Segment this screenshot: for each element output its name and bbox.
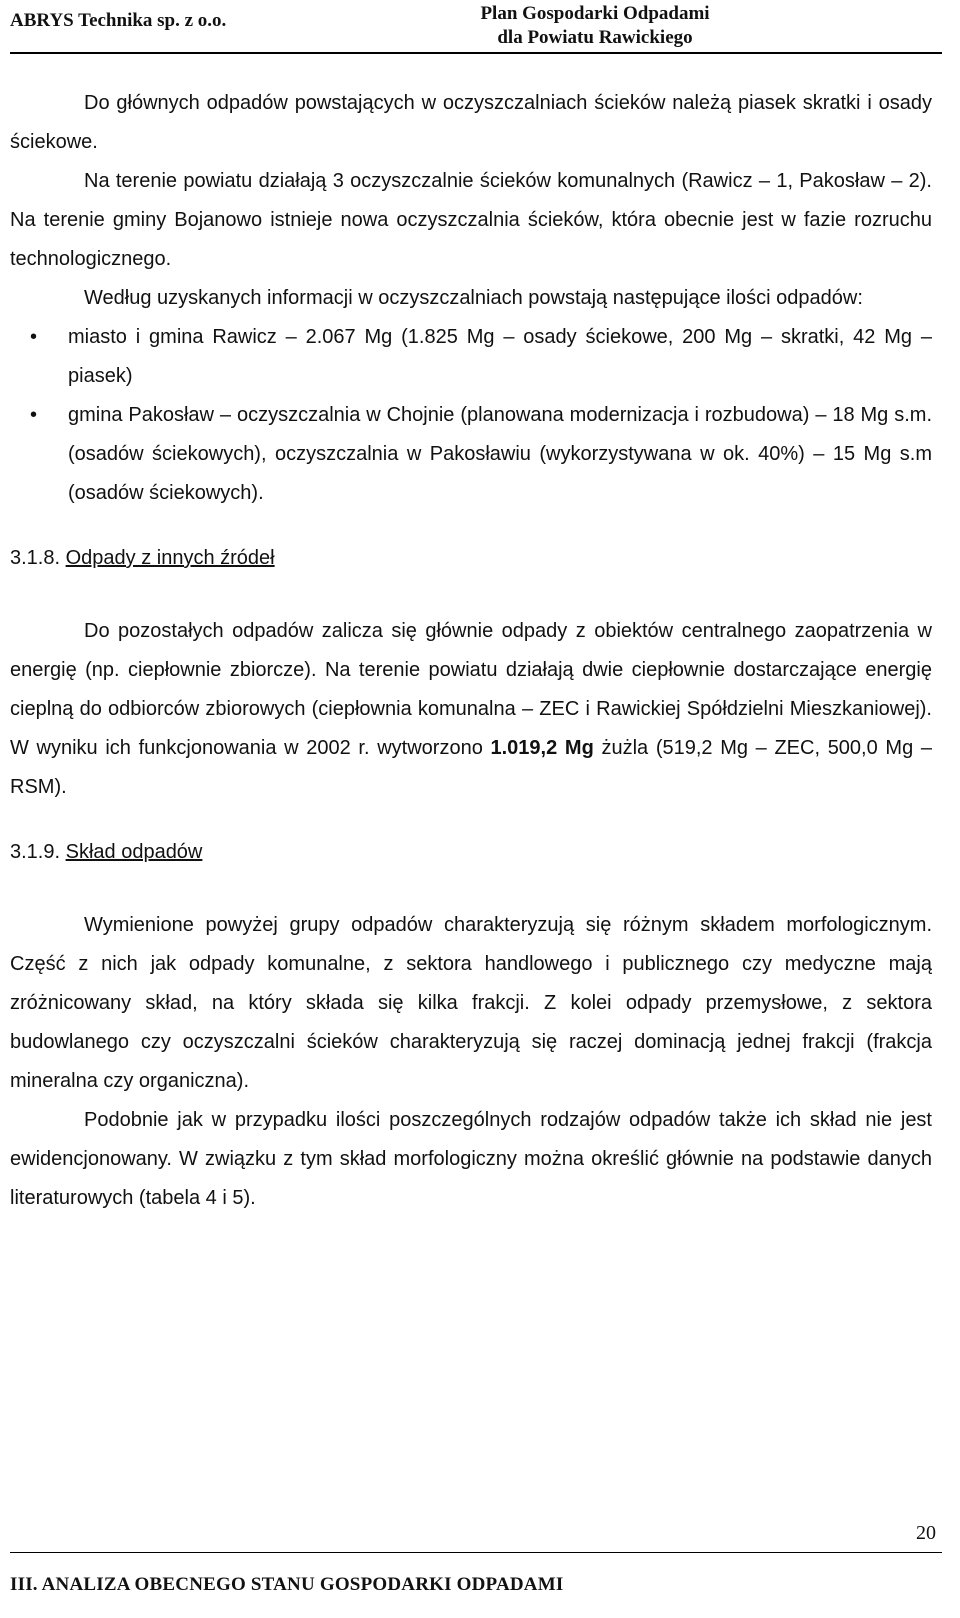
section-title: Skład odpadów xyxy=(65,841,203,863)
section-number: 3.1.9. xyxy=(10,841,61,863)
paragraph-5: Wymienione powyżej grupy odpadów charakteryzują się różnym składem morfologicznym. Część z nich jak odpady komunalne, z sektora handlowego i publicznego czy medyczne mają zróżnicowany skład, na który składa się kilka frakcji. Z kolei odpady przemysłowe, z sektora budowlanego czy oczyszczalni ścieków charakteryzują się raczej dominacją jednej frakcji (frakcja mineralna czy organiczna). xyxy=(10,914,932,1092)
paragraph-4-bold: 1.019,2 Mg xyxy=(490,737,594,759)
document-title-line1: Plan Gospodarki Odpadami xyxy=(480,3,710,24)
page-header xyxy=(0,0,960,56)
chapter-footer: III. ANALIZA OBECNEGO STANU GOSPODARKI ODPADAMI xyxy=(10,1574,564,1595)
company-name: ABRYS Technika sp. z o.o. xyxy=(10,10,227,31)
header-divider xyxy=(10,52,942,54)
list-item xyxy=(10,318,932,396)
section-heading xyxy=(10,833,932,872)
section-number: 3.1.8. xyxy=(10,547,61,569)
page-number: 20 xyxy=(916,1522,936,1544)
paragraph-4-text-b: żużla (519,2 Mg – ZEC, 500,0 Mg – RSM). xyxy=(10,737,932,798)
paragraph-4 xyxy=(10,612,932,807)
document-body xyxy=(10,84,932,1218)
bullet-icon: • xyxy=(30,404,38,426)
document-title-line2: dla Powiatu Rawickiego xyxy=(497,27,693,48)
list-item-text: gmina Pakosław – oczyszczalnia w Chojnie (planowana modernizacja i rozbudowa) – 18 Mg s.m. (osadów ściekowych), oczyszczalnia w Pakosławiu (wykorzystywana w ok. 40%) – 15 Mg s.m (osadów ściekowych). xyxy=(68,404,932,504)
list-item xyxy=(10,396,932,513)
paragraph-2: Na terenie powiatu działają 3 oczyszczalnie ścieków komunalnych (Rawicz – 1, Pakosław – 2). Na terenie gminy Bojanowo istnieje nowa oczyszczalnia ścieków, która obecnie jest w fazie rozruchu technologicznego. xyxy=(10,170,932,270)
paragraph-3: Według uzyskanych informacji w oczyszczalniach powstają następujące ilości odpadów: xyxy=(84,287,863,309)
list-item-text: miasto i gmina Rawicz – 2.067 Mg (1.825 Mg – osady ściekowe, 200 Mg – skratki, 42 Mg – piasek) xyxy=(68,326,932,387)
footer-divider xyxy=(10,1552,942,1553)
bullet-icon: • xyxy=(30,326,38,348)
section-title: Odpady z innych źródeł xyxy=(65,547,275,569)
paragraph-4-text-a: Do pozostałych odpadów zalicza się głównie odpady z obiektów centralnego zaopatrzenia w energię (np. ciepłownie zbiorcze). Na terenie powiatu działają dwie ciepłownie dostarczające energię cieplną do odbiorców zbiorowych (ciepłownia komunalna – ZEC i Rawickiej Spółdzielni Mieszkaniowej). W wyniku ich funkcjonowania w 2002 r. wytworzono xyxy=(10,620,932,759)
section-heading xyxy=(10,539,932,578)
paragraph-1: Do głównych odpadów powstających w oczyszczalniach ścieków należą piasek skratki i osady ściekowe. xyxy=(10,92,932,153)
paragraph-6: Podobnie jak w przypadku ilości poszczególnych rodzajów odpadów także ich skład nie jest ewidencjonowany. W związku z tym skład morfologiczny można określić głównie na podstawie danych literaturowych (tabela 4 i 5). xyxy=(10,1109,932,1209)
document-title xyxy=(460,2,730,50)
